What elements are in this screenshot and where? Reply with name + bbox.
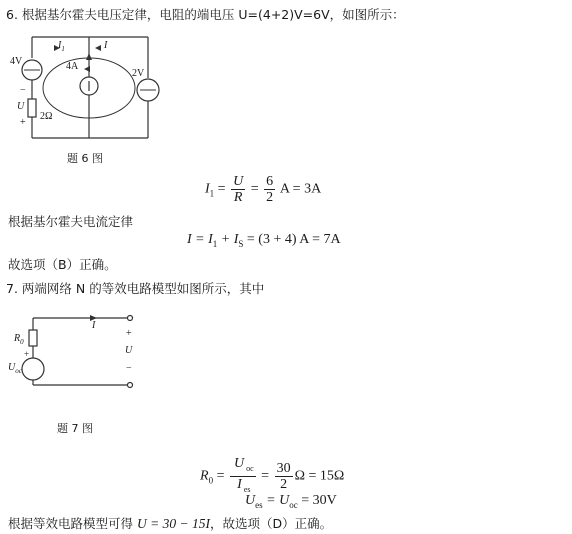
equation-ues: $U_{es} = U_{oc} = 30V$ [245, 493, 337, 510]
q6-answer: 故选项（B）正确。 [8, 257, 117, 272]
label-r0: $R_0$ [14, 333, 24, 346]
label-terminal-minus: − [126, 363, 132, 374]
caption-fig7: 题 7 图 [57, 422, 93, 435]
label-u: U [17, 101, 25, 112]
equation-i: $I = I_1 + I_S = (3 + 4) A = 7A$ [187, 232, 341, 249]
terminal-bottom [128, 383, 133, 388]
q7-header: 7. 两端网络 N 的等效电路模型如图所示，其中 [6, 281, 265, 296]
label-4v: 4V [10, 56, 23, 67]
equation-r0: $R_0$ = $\frac{U _{oc}}{I _{es}}$ = $\frac{30}{2}$ Ω = 15Ω [200, 456, 345, 494]
label-voltage-u: U [125, 345, 133, 356]
equation-i1: $I_1$ = $\frac{U}{R}$ = $\frac{6}{2}$ A = 3A [205, 174, 322, 205]
label-terminal-plus: + [126, 328, 132, 339]
label-source-plus: + [24, 349, 30, 359]
voltage-source-uoc [22, 358, 44, 380]
label-current-i: I [92, 320, 96, 331]
label-4a: 4A [66, 61, 79, 72]
label-minus-left: − [20, 85, 26, 96]
terminal-top [128, 316, 133, 321]
q6-header: 6. 根据基尔霍夫电压定律，电阻的端电压 U=(4+2)V=6V，如图所示： [6, 7, 405, 22]
label-plus-left: + [20, 117, 26, 128]
label-2v: 2V [132, 68, 145, 79]
label-i1: $I_1$ [58, 40, 65, 53]
label-i: I [104, 40, 108, 51]
q7-answer: 根据等效电路模型可得 U = 30 − 15I，故选项（D）正确。 [8, 516, 333, 531]
resistor-2ohm [28, 99, 36, 117]
caption-fig6: 题 6 图 [67, 152, 103, 165]
label-2ohm: 2Ω [40, 111, 53, 122]
resistor-r0 [29, 330, 37, 346]
label-uoc: $U_{oc}$ [8, 362, 22, 375]
kcl-line: 根据基尔霍夫电流定律 [8, 214, 134, 229]
circuit-figure-7 [22, 316, 133, 388]
